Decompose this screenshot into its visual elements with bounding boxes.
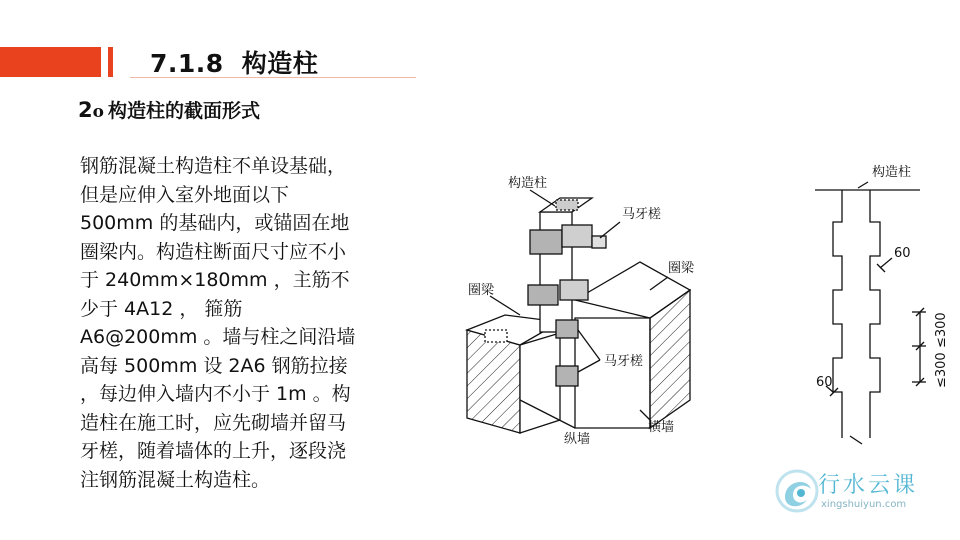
- tooth-block: [528, 285, 558, 305]
- label-dim-height-2: ≤300: [934, 352, 949, 388]
- tooth-edge-left: [833, 190, 842, 438]
- body-line: 500mm 的基础内，或锚固在地: [80, 212, 350, 234]
- label-tooth-mid: 马牙槎: [604, 354, 644, 369]
- body-line: 高每 500mm 设 2A6 钢筋拉接: [80, 354, 348, 377]
- tooth-block: [592, 236, 606, 248]
- section-number: 7.1.8: [150, 49, 224, 78]
- body-line: 注钢筋混凝土构造柱。: [80, 468, 271, 491]
- longitudinal-wall-front: [467, 330, 520, 433]
- header-accent-bar: [108, 47, 113, 77]
- body-paragraph: [80, 152, 430, 494]
- label-column: 构造柱: [508, 176, 548, 191]
- body-line: 但是应伸入室外地面以下: [80, 183, 290, 206]
- ring-beam-left-section: [485, 330, 507, 342]
- body-line: 少于 4A12 ， 箍筋: [80, 297, 243, 320]
- logo: [775, 463, 945, 523]
- column-elevation-diagram: [800, 155, 950, 445]
- subheading: [78, 96, 260, 123]
- body-line: 牙槎，随着墙体的上升，逐段浇: [80, 440, 347, 462]
- tooth-block: [560, 280, 588, 300]
- body-line: 圈梁内。构造柱断面尺寸应不小: [80, 240, 347, 263]
- header-red-bar: [0, 47, 101, 77]
- page-title: [150, 44, 318, 80]
- label-tooth-top: 马牙槎: [622, 207, 662, 222]
- tooth-edge-right: [870, 190, 880, 438]
- label-longitudinal-wall: 纵墙: [564, 432, 591, 447]
- body-line: ，每边伸入墙内不小于 1m 。构: [80, 383, 351, 405]
- logo-url: xingshuiyun.com: [821, 499, 907, 510]
- label-elevation-column: 构造柱: [872, 165, 912, 180]
- logo-name: 行水云课: [818, 473, 919, 498]
- tooth-block: [562, 225, 592, 247]
- label-ring-beam-left: 圈梁: [468, 283, 495, 298]
- subheading-text: 构造柱的截面形式: [107, 100, 260, 122]
- tooth-block: [556, 366, 578, 386]
- body-line: A6@200mm 。墙与柱之间沿墙: [80, 326, 356, 348]
- column-cap-hatch: [556, 200, 578, 210]
- body-line: 钢筋混凝土构造柱不单设基础，: [80, 155, 347, 177]
- label-dim-top: 60: [894, 246, 911, 261]
- logo-swirl-icon: [775, 463, 819, 519]
- subheading-number: 2: [78, 98, 93, 122]
- body-line: 于 240mm×180mm ，主筋不: [80, 269, 350, 291]
- transverse-wall-front: [575, 318, 650, 428]
- column-3d-diagram: [455, 160, 715, 460]
- label-dim-height: ≤300: [934, 312, 949, 348]
- tooth-block: [530, 230, 562, 254]
- section-title: 构造柱: [241, 49, 319, 78]
- label-dim-bottom: 60: [816, 375, 833, 390]
- label-ring-beam-right: 圈梁: [668, 261, 695, 276]
- body-line: 造柱在施工时，应先砌墙并留马: [80, 411, 347, 434]
- label-transverse-wall: 横墙: [648, 420, 675, 435]
- tooth-block: [556, 320, 578, 338]
- subheading-marker: o: [92, 102, 104, 122]
